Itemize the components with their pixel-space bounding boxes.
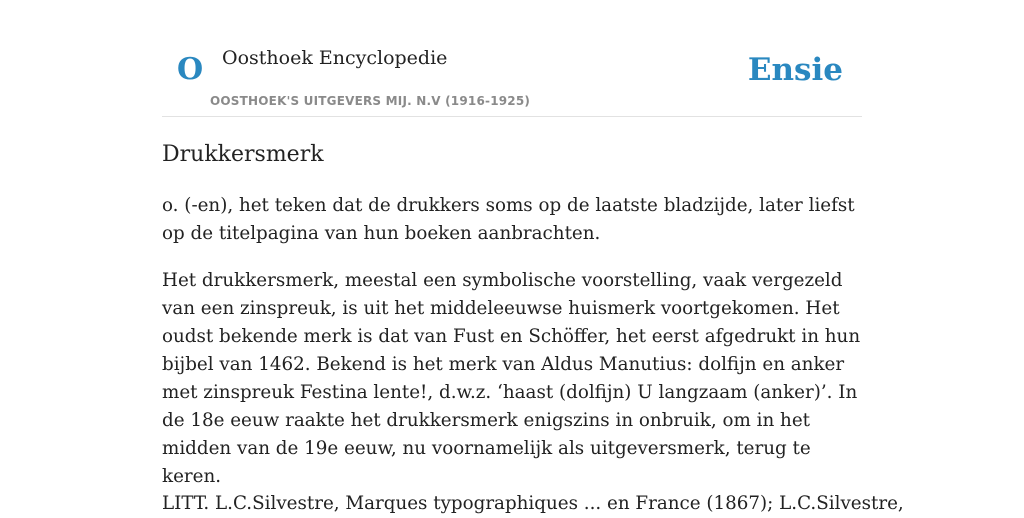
page-container [162,0,904,514]
source-logo[interactable]: O [177,52,204,87]
brand-logo[interactable]: Ensie [747,52,843,88]
source-header [162,0,862,117]
source-title[interactable]: Oosthoek Encyclopedie [222,47,448,69]
entry-body: Het drukkersmerk, meestal een symbolische voorstelling, vaak vergezeld van een zinspreuk, is uit het middeleeuwse huismerk voortgekomen. Het oudst bekende merk is dat van Fust en Schöffer, het eerst afgedrukt in hun bijbel van 1462. Bekend is het merk van Aldus Manutius: dolfijn en anker met zinspreuk Festina lente!, d.w.z. ‘haast (dolfijn) U langzaam (anker)’. In de 18e eeuw raakte het drukkersmerk enigszins in onbruik, om in het midden van de 19e eeuw, nu voornamelijk als uitgeversmerk, terug te keren. [162,270,861,487]
entry-definition: o. (-en), het teken dat de drukkers soms op de laatste bladzijde, later liefst op de titelpagina van hun boeken aanbrachten. [162,195,855,244]
source-subtitle: OOSTHOEK'S UITGEVERS MIJ. N.V (1916-1925) [210,94,531,108]
entry-title: Drukkersmerk [162,142,324,167]
entry-literature: LITT. L.C.Silvestre, Marques typographiques ... en France (1867); L.C.Silvestre, [162,493,904,514]
